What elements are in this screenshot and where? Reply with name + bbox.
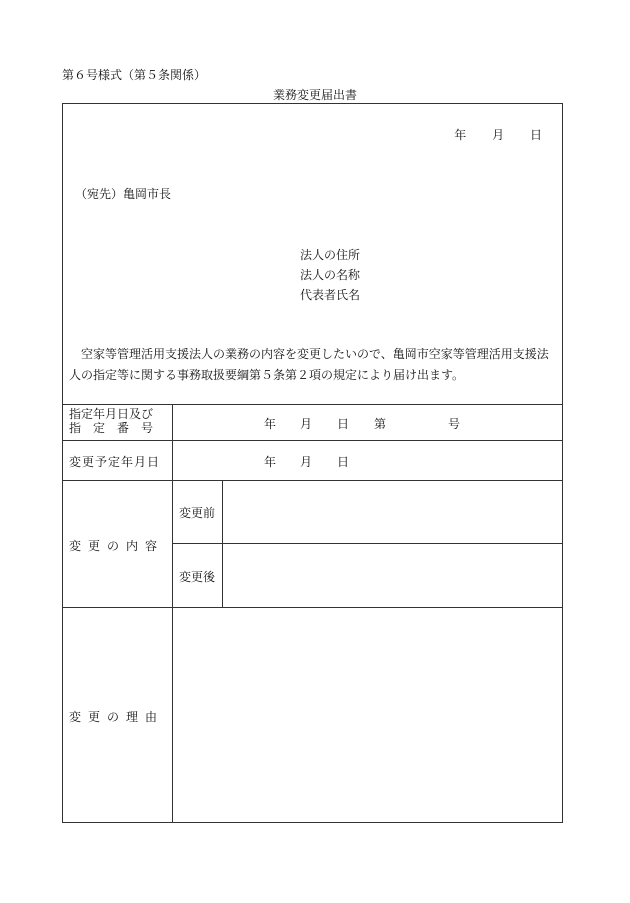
designation-label-line1: 指定年月日及び xyxy=(69,407,154,421)
after-change-field[interactable] xyxy=(223,544,562,606)
form-title: 業務変更届出書 xyxy=(272,88,357,102)
designation-label xyxy=(69,407,153,435)
addressee: （宛先）亀岡市長 xyxy=(75,187,172,201)
corp-representative-label: 代表者氏名 xyxy=(300,288,361,302)
designation-month: 月 xyxy=(300,417,313,431)
designation-year: 年 xyxy=(264,417,277,431)
designation-day: 日 xyxy=(337,417,350,431)
corp-address-label: 法人の住所 xyxy=(300,248,361,262)
before-change-field[interactable] xyxy=(223,481,562,542)
date-year-label: 年 xyxy=(454,128,467,142)
planned-date-label: 変更予定年月日 xyxy=(69,455,161,469)
row-divider xyxy=(63,440,562,441)
submission-date xyxy=(454,126,542,143)
designation-go: 号 xyxy=(448,417,461,431)
after-change-label: 変更後 xyxy=(179,570,216,584)
planned-month: 月 xyxy=(300,455,313,469)
designation-label-line2: 指 定 番 号 xyxy=(69,421,154,435)
designation-dai: 第 xyxy=(374,417,387,431)
change-reason-label: 変更の理由 xyxy=(69,710,165,724)
body-text: 空家等管理活用支援法人の業務の内容を変更したいので、亀岡市空家等管理活用支援法人の指定等に関する事務取扱要綱第５条第２項の規定により届け出ます。 xyxy=(69,347,549,382)
date-month-label: 月 xyxy=(492,128,505,142)
form-number: 第６号様式（第５条関係） xyxy=(62,68,207,82)
date-day-label: 日 xyxy=(529,128,542,142)
planned-year: 年 xyxy=(264,455,277,469)
planned-day: 日 xyxy=(337,455,350,469)
corp-name-label: 法人の名称 xyxy=(300,268,361,282)
change-content-label: 変更の内容 xyxy=(69,539,165,553)
change-reason-field[interactable] xyxy=(173,608,562,822)
before-change-label: 変更前 xyxy=(179,506,216,520)
table-top-line xyxy=(63,404,562,405)
form-frame xyxy=(62,103,563,823)
corporation-block xyxy=(300,245,360,305)
